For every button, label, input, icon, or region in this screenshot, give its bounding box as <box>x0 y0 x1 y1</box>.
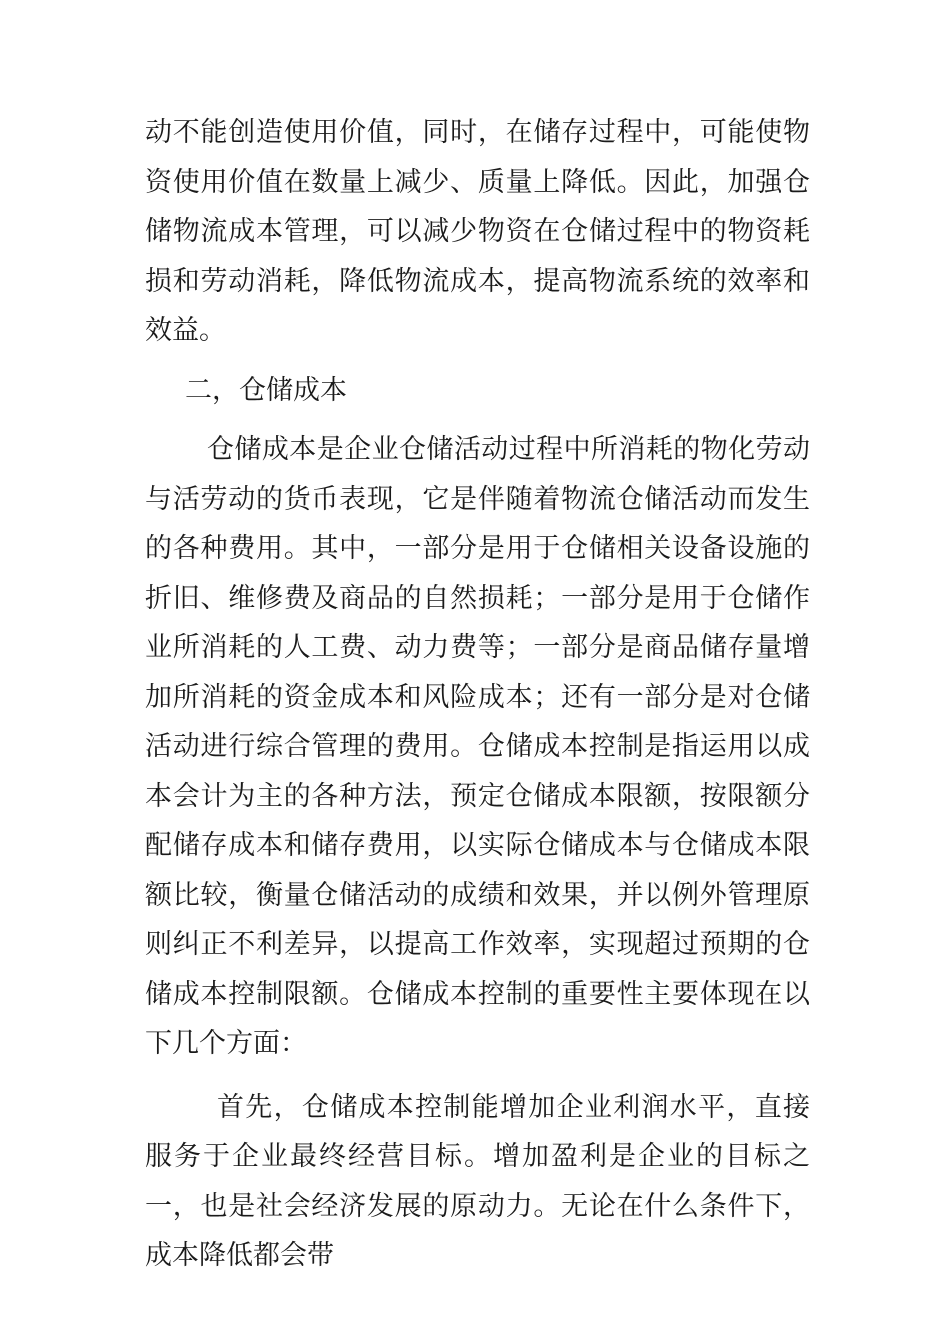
paragraph-continuation: 动不能创造使用价值，同时，在储存过程中，可能使物资使用价值在数量上减少、质量上降低。因此，加强仓储物流成本管理，可以减少物资在仓储过程中的物资耗损和劳动消耗，降低物流成本，提高物流系统的效率和效益。 <box>145 117 810 346</box>
section-heading: 二，仓储成本 <box>185 374 347 406</box>
paragraph-first-point: 首先，仓储成本控制能增加企业利润水平，直接服务于企业最终经营目标。增加盈利是企业的目标之一，也是社会经济发展的原动力。无论在什么条件下，成本降低都会带 <box>145 1091 810 1271</box>
paragraph-storage-cost: 仓储成本是企业仓储活动过程中所消耗的物化劳动与活劳动的货币表现，它是伴随着物流仓储活动而发生的各种费用。其中，一部分是用于仓储相关设备设施的折旧、维修费及商品的自然损耗；一部分是用于仓储作业所消耗的人工费、动力费等；一部分是商品储存量增加所消耗的资金成本和风险成本；还有一部分是对仓储活动进行综合管理的费用。仓储成本控制是指运用以成本会计为主的各种方法，预定仓储成本限额，按限额分配储存成本和储存费用，以实际仓储成本与仓储成本限额比较，衡量仓储活动的成绩和效果，并以例外管理原则纠正不利差异，以提高工作效率，实现超过预期的仓储成本控制限额。仓储成本控制的重要性主要体现在以下几个方面： <box>145 434 810 1059</box>
document-body <box>145 108 810 1281</box>
